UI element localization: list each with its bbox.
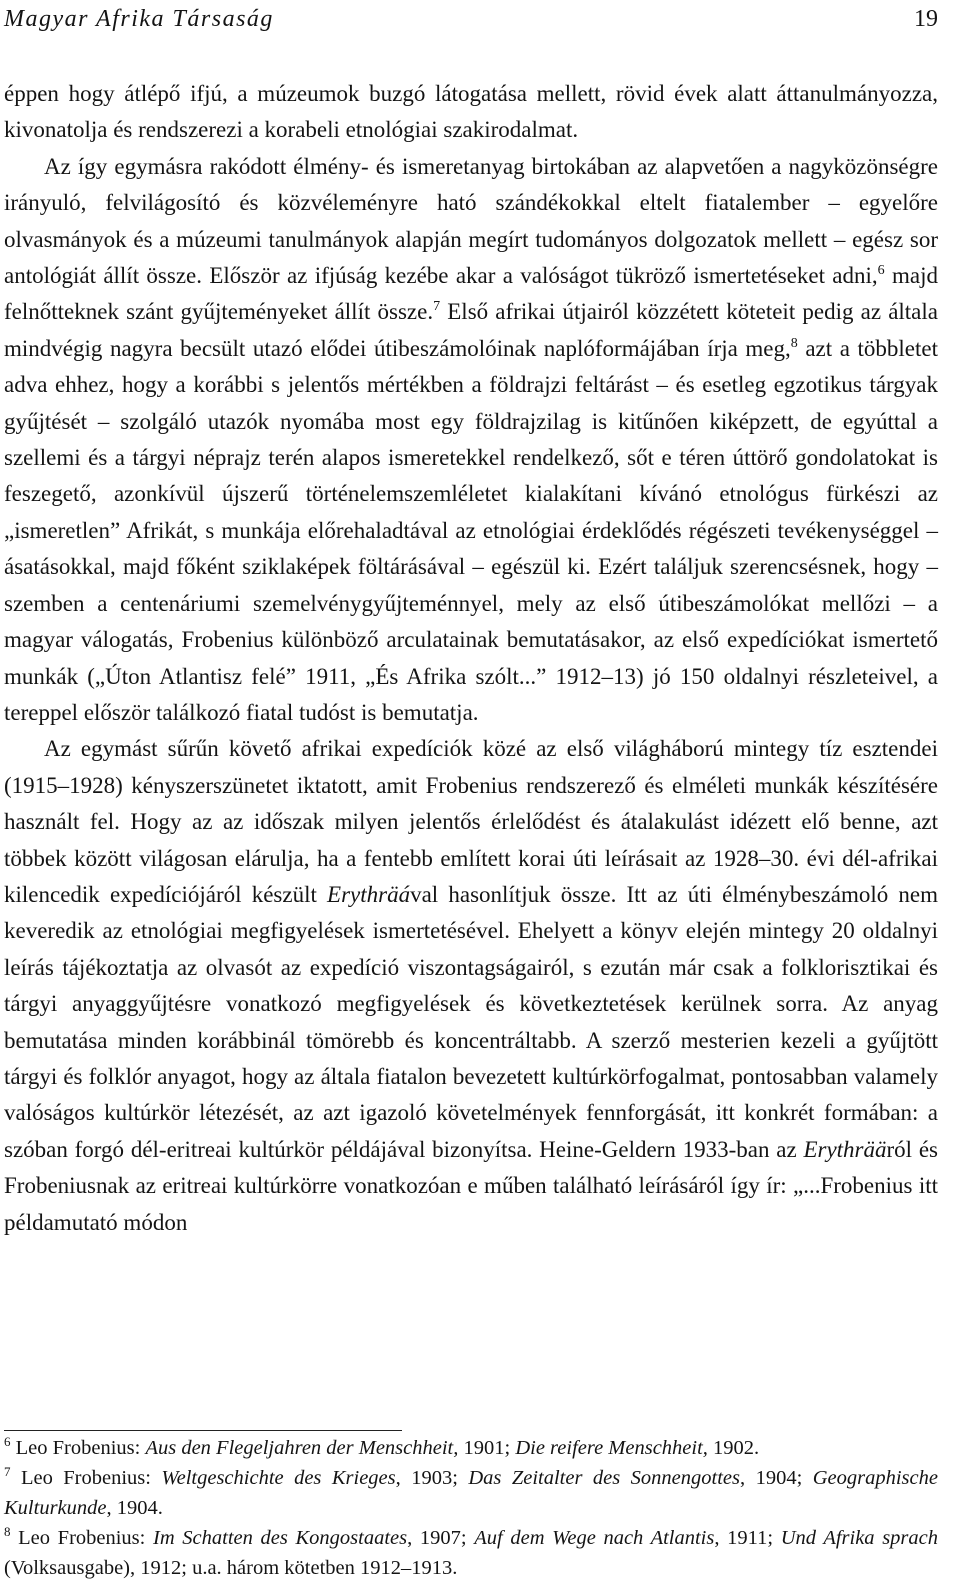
footnote-8-title-2: Auf dem Wege nach Atlantis <box>474 1527 715 1549</box>
running-title: Magyar Afrika Társaság <box>4 6 274 32</box>
paragraph-3 <box>4 731 938 1241</box>
paragraph-2-text-d: azt a többletet adva ehhez, hogy a korábbi s jelentős mértékben a földrajzi feltárást – és esetleg egzotikus tárgyak gyűjtését – szolgáló utazók nyomába most egy földrajzilag is kitűnően kiképzett, de egyúttal a szellemi és a tárgyi néprajz terén alapos ismeretekkel rendelkező, sőt e téren úttörő gondolatokat is feszegető, azonkívül újszerű történelemszemléletet kialakítani kívánó etnológus fürkészi az „ismeretlen” Afrikát, s munkája előrehaladtával az etnológiai érdeklődés régészeti tevékenységgel – ásatásokkal, majd főként sziklaképek föltárásával – egészül ki. Ezért találjuk szerencsésnek, hogy – szemben a centenáriumi szemelvénygyűjteménnyel, mely az első útibeszámolókat mellőzi – a magyar válogatás, Frobenius különböző arculatainak bemutatásakor, az első expedíciókat ismertető munkák („Úton Atlantisz felé” 1911, „És Afrika szólt...” 1912–13) jó 150 oldalnyi részleteivel, a tereppel először találkozó fiatal tudóst is bemutatja. <box>4 335 938 725</box>
book-title-erythraa-2: Erythrää <box>803 1136 887 1162</box>
footnote-8-number: 8 <box>4 1524 11 1539</box>
footnote-7 <box>4 1463 938 1523</box>
paragraph-3-text-c: ról és Frobeniusnak az eritreai kultúrkörre vonatkozóan e műben található leírásáról így ír: „...Frobenius itt példamutató módon <box>4 1136 938 1235</box>
footnote-separator <box>4 1430 402 1431</box>
paragraph-1: éppen hogy átlépő ifjú, a múzeumok buzgó látogatása mellett, rövid évek alatt áttanulmányozza, kivonatolja és rendszerezi a korabeli etnológiai szakirodalmat. <box>4 81 938 143</box>
footnote-7-text-b: , 1903; <box>395 1467 469 1489</box>
footnote-6-text-a: Leo Frobenius: <box>10 1437 146 1459</box>
footnote-7-text-a: Leo Frobenius: <box>10 1467 162 1489</box>
footnote-8-text-d: (Volksausgabe), 1912; u.a. három kötetben 1912–1913. <box>4 1557 458 1579</box>
paragraph-2-text-c: Első afrikai útjairól közzétett köteteit pedig az általa mindvégig nagyra becsült utazó elődei útibeszámolóinak naplóformájában írja meg, <box>4 299 938 361</box>
paragraph-3-text-a: Az egymást sűrűn követő afrikai expedíciók közé az első világháború mintegy tíz esztendei (1915–1928) kényszerszünetet iktatott, amit Frobenius rendszerező és elméleti munkák készítésére használt fel. Hogy az az időszak milyen jelentős érlelődést és átalakulást idézett elő benne, azt többek között világosan elárulja, ha a fentebb említett korai úti leírásait az 1928–30. évi dél-afrikai kilencedik expedíciójáról készült <box>4 736 938 907</box>
paragraph-2-text-b: majd felnőtteknek szánt gyűjteményeket állít össze. <box>4 263 938 325</box>
footnote-8 <box>4 1523 938 1583</box>
footnote-6-title-2: Die reifere Menschheit, <box>515 1437 708 1459</box>
footnote-8-title-3: Und Afrika sprach <box>780 1527 939 1549</box>
footnote-7-title-2: Das Zeitalter des Sonnengottes <box>468 1467 740 1489</box>
footnote-7-title-3: Geographische Kulturkunde <box>4 1467 938 1519</box>
paragraph-2-text-a: Az így egymásra rakódott élmény- és ismeretanyag birtokában az alapvetően a nagyközönségre irányuló, felvilágosító és közvéleményre ható szándékokkal eltelt fiatalember – egyelőre olvasmányok és a múzeumi tanulmányok alapján megírt tudományos dolgozatok mellett – egész sor antológiát állít össze. Először az ifjúság kezébe akar a valóságot tükröző ismertetéseket adni, <box>4 153 938 289</box>
footnote-8-text-b: , 1907; <box>407 1527 475 1549</box>
footnote-8-title-1: Im Schatten des Kongostaates <box>153 1527 408 1549</box>
body-text <box>4 76 938 1241</box>
footnote-8-text-a: Leo Frobenius: <box>10 1527 154 1549</box>
footnote-ref-7[interactable]: 7 <box>433 299 441 315</box>
footnote-ref-8[interactable]: 8 <box>790 335 798 351</box>
paragraph-2 <box>4 149 938 732</box>
paragraph-3-text-b: val hasonlítjuk össze. Itt az úti élménybeszámoló nem keveredik az etnológiai megfigyelések ismertetésével. Ehelyett a könyv elején mintegy 20 oldalnyi leírás tájékoztatja az olvasót az expedíció viszontagságairól, s ezután már csak a folklorisztikai és tárgyi anyaggyűjtésre vonatkozó megfigyelések és következtetések kerülnek sorra. Az anyag bemutatása minden korábbinál tömörebb és koncentráltabb. A szerző mesterien kezeli a gyűjtött tárgyi és folklór anyagot, hogy az általa fiatalon bevezetett kultúrkörfogalmat, pontosabban valamely valóságos kultúrkör létezését, az azt igazoló követelmények fennforgását, itt konkrét formában: a szóban forgó dél-eritreai kultúrkör példájával bizonyítsa. Heine-Geldern 1933-ban az <box>4 881 938 1162</box>
footnote-6-text-c: 1902. <box>707 1437 760 1459</box>
footnote-6-number: 6 <box>4 1434 11 1449</box>
footnote-6-text-b: 1901; <box>458 1437 516 1459</box>
footnote-7-text-d: , 1904. <box>106 1497 163 1519</box>
footnote-ref-6[interactable]: 6 <box>877 263 885 279</box>
page-number: 19 <box>914 6 938 32</box>
footnote-8-text-c: , 1911; <box>714 1527 781 1549</box>
book-title-erythraa: Erythräá <box>327 881 411 907</box>
footnote-6-title-1: Aus den Flegeljahren der Menschheit, <box>145 1437 459 1459</box>
footnote-7-title-1: Weltgeschichte des Krieges <box>161 1467 396 1489</box>
footnote-7-number: 7 <box>4 1464 11 1479</box>
running-header <box>4 2 938 36</box>
footnote-6 <box>4 1433 938 1463</box>
footnotes <box>4 1433 938 1583</box>
footnote-7-text-c: , 1904; <box>740 1467 813 1489</box>
